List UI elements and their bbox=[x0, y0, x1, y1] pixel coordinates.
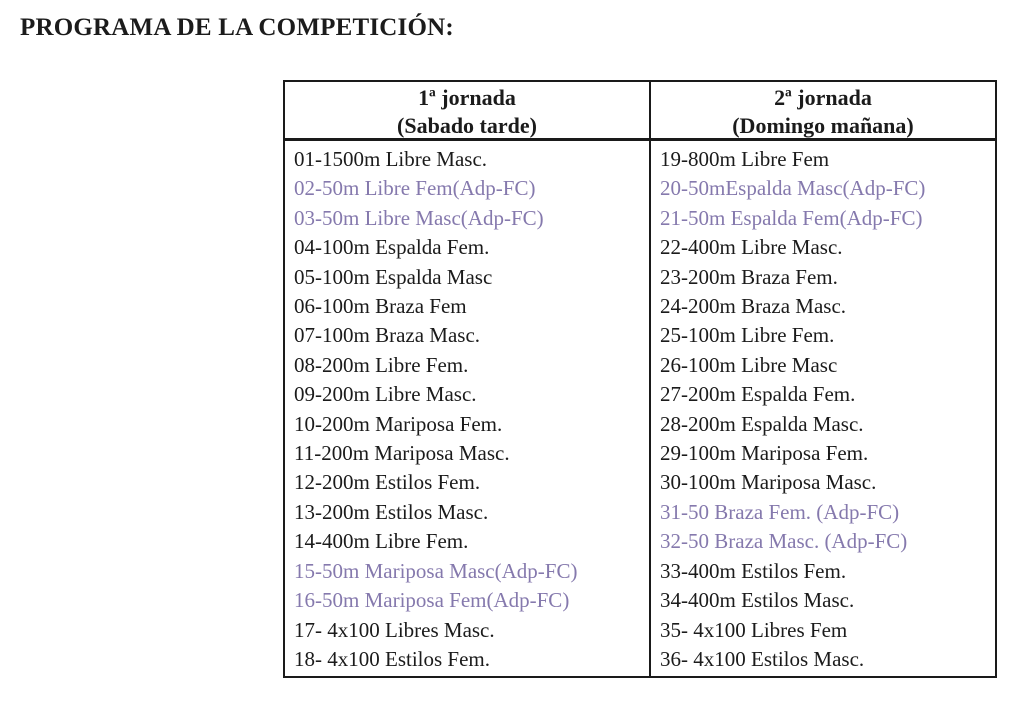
event-row: 32-50 Braza Masc. (Adp-FC) bbox=[660, 529, 908, 554]
event-row: 34-400m Estilos Masc. bbox=[660, 588, 855, 613]
event-row: 25-100m Libre Fem. bbox=[660, 323, 835, 348]
event-row: 17- 4x100 Libres Masc. bbox=[294, 617, 495, 642]
column-day1 bbox=[285, 82, 649, 676]
day2-event-list bbox=[651, 141, 995, 676]
event-row: 24-200m Braza Masc. bbox=[660, 294, 847, 319]
event-row: 14-400m Libre Fem. bbox=[294, 529, 469, 554]
event-row: 12-200m Estilos Fem. bbox=[294, 470, 481, 495]
event-row: 33-400m Estilos Fem. bbox=[660, 558, 847, 583]
event-row: 04-100m Espalda Fem. bbox=[294, 235, 490, 260]
event-row: 10-200m Mariposa Fem. bbox=[294, 411, 503, 436]
event-row: 26-100m Libre Masc bbox=[660, 352, 838, 377]
event-row: 09-200m Libre Masc. bbox=[294, 382, 477, 407]
event-row: 16-50m Mariposa Fem(Adp-FC) bbox=[294, 588, 570, 613]
event-row: 31-50 Braza Fem. (Adp-FC) bbox=[660, 499, 900, 524]
event-row: 35- 4x100 Libres Fem bbox=[660, 617, 848, 642]
column-header-day2 bbox=[651, 82, 995, 141]
event-row: 05-100m Espalda Masc bbox=[294, 264, 493, 289]
event-row: 11-200m Mariposa Masc. bbox=[294, 441, 510, 466]
day1-header-title: 1ª jornada bbox=[418, 85, 516, 110]
event-row: 18- 4x100 Estilos Fem. bbox=[294, 646, 491, 671]
column-header-day1 bbox=[285, 82, 649, 141]
day1-event-list bbox=[285, 141, 649, 676]
event-row: 06-100m Braza Fem bbox=[294, 294, 467, 319]
event-row: 28-200m Espalda Masc. bbox=[660, 411, 864, 436]
event-row: 19-800m Libre Fem bbox=[660, 147, 830, 171]
event-row: 01-1500m Libre Masc. bbox=[294, 147, 488, 171]
event-row: 07-100m Braza Masc. bbox=[294, 323, 481, 348]
event-row: 20-50mEspalda Masc(Adp-FC) bbox=[660, 176, 926, 201]
event-row: 29-100m Mariposa Fem. bbox=[660, 441, 869, 466]
event-row: 08-200m Libre Fem. bbox=[294, 352, 469, 377]
event-row: 36- 4x100 Estilos Masc. bbox=[660, 646, 865, 671]
event-row: 23-200m Braza Fem. bbox=[660, 264, 838, 289]
event-row: 21-50m Espalda Fem(Adp-FC) bbox=[660, 205, 923, 230]
page-title: PROGRAMA DE LA COMPETICIÓN: bbox=[20, 14, 454, 41]
day2-header-title: 2ª jornada bbox=[774, 85, 872, 110]
day2-header-subtitle: (Domingo mañana) bbox=[732, 113, 914, 138]
event-row: 30-100m Mariposa Masc. bbox=[660, 470, 877, 495]
event-row: 15-50m Mariposa Masc(Adp-FC) bbox=[294, 558, 578, 583]
event-row: 03-50m Libre Masc(Adp-FC) bbox=[294, 205, 544, 230]
event-row: 22-400m Libre Masc. bbox=[660, 235, 843, 260]
event-row: 02-50m Libre Fem(Adp-FC) bbox=[294, 176, 536, 201]
event-row: 27-200m Espalda Fem. bbox=[660, 382, 856, 407]
program-table bbox=[283, 80, 997, 678]
day1-header-subtitle: (Sabado tarde) bbox=[397, 113, 537, 138]
column-day2 bbox=[649, 82, 995, 676]
event-row: 13-200m Estilos Masc. bbox=[294, 499, 489, 524]
